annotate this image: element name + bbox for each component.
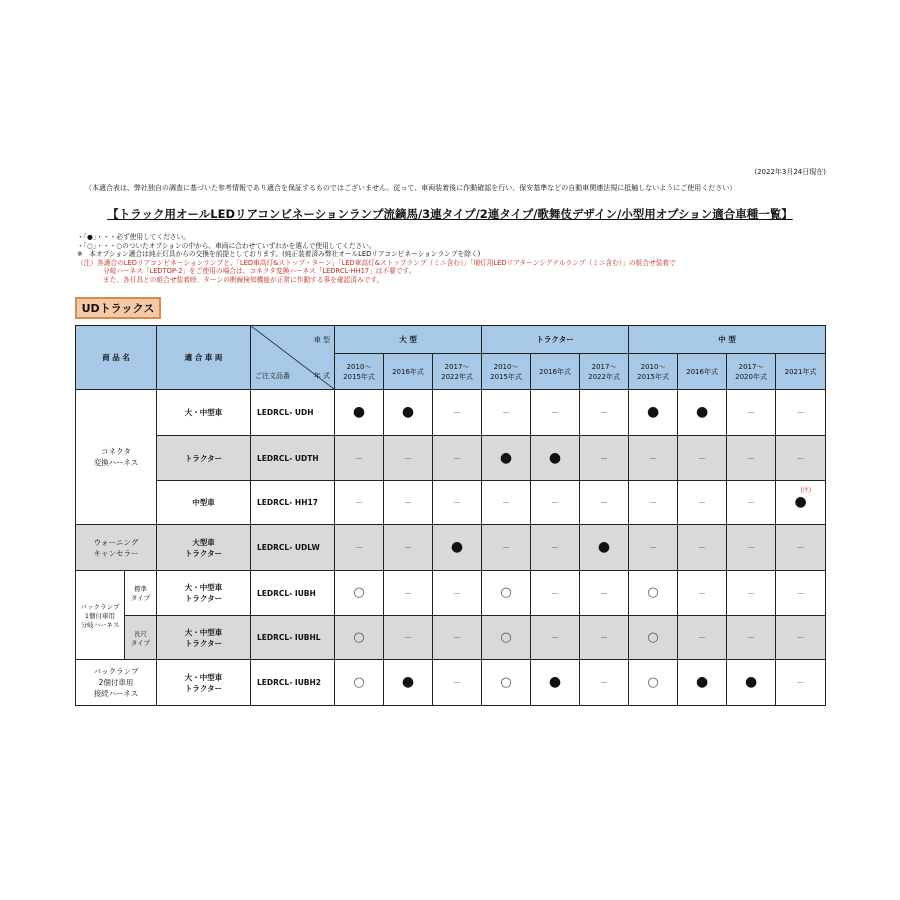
not-applicable-mark: － — [649, 453, 658, 463]
mark-cell — [580, 616, 629, 660]
not-applicable-mark: － — [649, 498, 658, 507]
vehicle-cell: 大型車 トラクター — [157, 525, 251, 571]
mark-cell — [678, 571, 727, 616]
disclaimer-text: （本適合表は、弊社独自の調査に基づいた参考情報であり適合を保証するものではございません。従って、車両装着後に作動確認を行い、保安基準などの自動車関連法規に抵触しないようにご使用ください） — [85, 184, 737, 192]
optional-mark: ○ — [353, 674, 365, 690]
not-applicable-mark: － — [796, 543, 805, 552]
mark-cell — [335, 390, 384, 436]
mark-cell — [776, 525, 826, 571]
optional-mark: ○ — [353, 629, 365, 645]
optional-mark: ○ — [500, 674, 512, 690]
not-applicable-mark: － — [747, 453, 756, 463]
header-product-name: 商 品 名 — [76, 326, 157, 390]
mark-cell — [335, 571, 384, 616]
mark-cell — [531, 525, 580, 571]
part-number-cell: LEDRCL- UDTH — [251, 436, 335, 481]
required-mark: ● — [646, 404, 660, 420]
mark-cell — [727, 616, 776, 660]
mark-cell — [531, 390, 580, 436]
header-year-7: 2016年式 — [678, 354, 727, 390]
mark-cell — [335, 616, 384, 660]
mark-cell — [776, 390, 826, 436]
required-mark: ● — [695, 404, 709, 420]
not-applicable-mark: － — [453, 588, 462, 598]
mark-cell — [678, 616, 727, 660]
mark-cell — [335, 436, 384, 481]
mark-cell — [531, 481, 580, 525]
not-applicable-mark: － — [747, 588, 756, 598]
not-applicable-mark: － — [600, 588, 609, 598]
group-warning-canceller: ウォーニング キャンセラー — [76, 525, 157, 571]
header-year-4: 2016年式 — [531, 354, 580, 390]
mark-cell — [727, 571, 776, 616]
header-year-5: 2017～ 2022年式 — [580, 354, 629, 390]
not-applicable-mark: － — [502, 498, 511, 507]
note-reference-mark: (注) — [800, 487, 812, 494]
not-applicable-mark: － — [649, 543, 658, 552]
compatibility-table — [75, 325, 826, 706]
required-mark: ● — [548, 674, 562, 690]
header-year-1: 2016年式 — [384, 354, 433, 390]
mark-cell — [727, 481, 776, 525]
optional-mark: ○ — [500, 629, 512, 645]
mark-cell — [433, 525, 482, 571]
vehicle-cell: 大・中型車 トラクター — [157, 571, 251, 616]
part-number-cell: LEDRCL- HH17 — [251, 481, 335, 525]
not-applicable-mark: － — [698, 453, 707, 463]
required-mark: ● — [499, 449, 513, 466]
required-mark: ● — [597, 539, 611, 555]
mark-cell — [433, 660, 482, 706]
not-applicable-mark: － — [355, 453, 364, 463]
optional-mark: ○ — [500, 585, 512, 600]
mark-cell — [727, 390, 776, 436]
not-applicable-mark: － — [355, 498, 364, 507]
mark-cell — [384, 571, 433, 616]
group-back-lamp-1: バックランプ 1個付車用 分岐ハーネス — [76, 571, 125, 660]
not-applicable-mark: － — [502, 543, 511, 552]
mark-cell — [580, 525, 629, 571]
mark-cell — [678, 436, 727, 481]
header-year-3: 2010～ 2015年式 — [482, 354, 531, 390]
not-applicable-mark: － — [698, 633, 707, 642]
mark-cell — [335, 481, 384, 525]
vehicle-cell: トラクター — [157, 436, 251, 481]
header-year-0: 2010～ 2015年式 — [335, 354, 384, 390]
table-row — [76, 481, 826, 525]
mark-cell — [629, 390, 678, 436]
mark-cell — [678, 525, 727, 571]
not-applicable-mark: － — [600, 678, 609, 687]
group-back-lamp-1-standard: 標準 タイプ — [125, 571, 157, 616]
header-year-9: 2021年式 — [776, 354, 826, 390]
vehicle-cell: 大・中型車 トラクター — [157, 616, 251, 660]
mark-cell — [384, 616, 433, 660]
mark-cell — [433, 436, 482, 481]
mark-cell — [335, 660, 384, 706]
mark-cell — [727, 525, 776, 571]
mark-cell — [629, 525, 678, 571]
not-applicable-mark: － — [747, 633, 756, 642]
page-title — [0, 206, 900, 222]
not-applicable-mark: － — [600, 498, 609, 507]
header-year: 年 式 — [313, 372, 331, 380]
mark-cell — [776, 481, 826, 525]
part-number-cell: LEDRCL- UDLW — [251, 525, 335, 571]
not-applicable-mark: － — [404, 633, 413, 642]
mark-cell — [678, 660, 727, 706]
notes-block — [77, 233, 676, 285]
mark-cell — [629, 616, 678, 660]
part-number-cell: LEDRCL- IUBH — [251, 571, 335, 616]
mark-cell — [433, 616, 482, 660]
not-applicable-mark: － — [796, 408, 805, 417]
mark-cell — [776, 571, 826, 616]
page-title-text: 【トラック用オールLEDリアコンビネーションランプ流鏑馬/3連タイプ/2連タイプ/歌舞伎デザイン/小型用オプション適合車種一覧】 — [107, 207, 793, 221]
not-applicable-mark: － — [698, 543, 707, 552]
note-mark-wrap — [794, 487, 812, 510]
not-applicable-mark: － — [453, 498, 462, 507]
not-applicable-mark: － — [551, 408, 560, 417]
group-connector-harness: コネクタ 変換ハーネス — [76, 390, 157, 525]
table-row — [76, 525, 826, 571]
mark-cell — [384, 436, 433, 481]
group-back-lamp-2: バックランプ 2個付車用 接続ハーネス — [76, 660, 157, 706]
mark-cell — [727, 436, 776, 481]
part-number-cell: LEDRCL- IUBHL — [251, 616, 335, 660]
header-group-large: 大 型 — [335, 326, 482, 354]
mark-cell — [482, 525, 531, 571]
not-applicable-mark: － — [551, 633, 560, 642]
note-red-2: 分岐ハーネス「LEDTOP-2」をご使用の場合は、コネクタ変換ハーネス「LEDRCL-HH17」は不要です。 — [103, 267, 416, 276]
header-group-medium: 中 型 — [629, 326, 826, 354]
required-mark: ● — [794, 494, 807, 510]
required-mark: ● — [744, 674, 758, 690]
vehicle-cell: 中型車 — [157, 481, 251, 525]
mark-cell — [580, 571, 629, 616]
table-row — [76, 390, 826, 436]
mark-cell — [727, 660, 776, 706]
not-applicable-mark: － — [747, 543, 756, 552]
header-year-6: 2010～ 2015年式 — [629, 354, 678, 390]
required-mark: ● — [695, 674, 709, 690]
not-applicable-mark: － — [698, 498, 707, 507]
mark-cell — [629, 436, 678, 481]
optional-mark: ○ — [353, 585, 365, 600]
not-applicable-mark: － — [404, 498, 413, 507]
header-shatype: 車 型 — [313, 336, 331, 344]
optional-mark: ○ — [647, 585, 659, 600]
mark-cell — [433, 571, 482, 616]
mark-cell — [433, 390, 482, 436]
not-applicable-mark: － — [747, 498, 756, 507]
mark-cell — [384, 390, 433, 436]
not-applicable-mark: － — [796, 453, 805, 463]
date-label: (2022年3月24日現在) — [754, 168, 826, 176]
optional-mark: ○ — [647, 674, 659, 690]
table-row — [76, 571, 826, 616]
not-applicable-mark: － — [600, 633, 609, 642]
mark-cell — [433, 481, 482, 525]
mark-cell — [531, 571, 580, 616]
vehicle-cell: 大・中型車 — [157, 390, 251, 436]
mark-cell — [384, 481, 433, 525]
mark-cell — [580, 660, 629, 706]
mark-cell — [482, 571, 531, 616]
table-row — [76, 660, 826, 706]
header-vehicle: 適 合 車 両 — [157, 326, 251, 390]
mark-cell — [482, 436, 531, 481]
vehicle-cell: 大・中型車 トラクター — [157, 660, 251, 706]
not-applicable-mark: － — [796, 678, 805, 687]
mark-cell — [776, 436, 826, 481]
required-mark: ● — [401, 674, 415, 690]
mark-cell — [580, 481, 629, 525]
not-applicable-mark: － — [355, 543, 364, 552]
not-applicable-mark: － — [551, 498, 560, 507]
note-filled-circle: ・「●」・・・必ず使用してください。 — [77, 233, 190, 241]
not-applicable-mark: － — [600, 408, 609, 417]
part-number-cell: LEDRCL- IUBH2 — [251, 660, 335, 706]
header-diagonal-cell — [251, 326, 335, 390]
mark-cell — [482, 616, 531, 660]
table-row — [76, 436, 826, 481]
header-year-8: 2017～ 2020年式 — [727, 354, 776, 390]
mark-cell — [580, 436, 629, 481]
part-number-cell: LEDRCL- UDH — [251, 390, 335, 436]
note-red-3: また、各灯具との組合せ装着時、ターンの断線検知機能が正常に作動する事を確認済みです。 — [103, 275, 384, 284]
mark-cell — [384, 525, 433, 571]
not-applicable-mark: － — [551, 588, 560, 598]
mark-cell — [776, 660, 826, 706]
not-applicable-mark: － — [453, 678, 462, 687]
not-applicable-mark: － — [796, 588, 805, 598]
mark-cell — [482, 660, 531, 706]
not-applicable-mark: － — [453, 633, 462, 642]
not-applicable-mark: － — [747, 408, 756, 417]
mark-cell — [580, 390, 629, 436]
header-group-tractor: トラクター — [482, 326, 629, 354]
mark-cell — [678, 481, 727, 525]
required-mark: ● — [401, 404, 415, 420]
not-applicable-mark: － — [698, 588, 707, 598]
mark-cell — [629, 571, 678, 616]
required-mark: ● — [352, 404, 366, 420]
mark-cell — [482, 481, 531, 525]
not-applicable-mark: － — [453, 453, 462, 463]
mark-cell — [531, 436, 580, 481]
group-back-lamp-1-long: 長尺 タイプ — [125, 616, 157, 660]
not-applicable-mark: － — [551, 543, 560, 552]
mark-cell — [531, 660, 580, 706]
note-open-circle: ・「○」・・・○のついたオプションの中から、車両に合わせていずれかを選んで使用してください。 — [77, 241, 376, 250]
required-mark: ● — [548, 449, 562, 466]
not-applicable-mark: － — [600, 453, 609, 463]
mark-cell — [629, 481, 678, 525]
mark-cell — [776, 616, 826, 660]
not-applicable-mark: － — [502, 408, 511, 417]
optional-mark: ○ — [647, 629, 659, 645]
not-applicable-mark: － — [796, 633, 805, 642]
header-order-no: ご注文品番 — [255, 372, 291, 380]
note-red-1: （注）各適合のLEDリアコンビネーションランプと、「LED車高灯&ストップ・ターン」「LED車高灯&ストップランプ（ミニ含む）」「増灯用LEDリアターンシグナルランプ（ミニ含む）」の組合せ装着で — [77, 258, 676, 267]
mark-cell — [482, 390, 531, 436]
table-row — [76, 616, 826, 660]
mark-cell — [629, 660, 678, 706]
not-applicable-mark: － — [453, 408, 462, 417]
not-applicable-mark: － — [404, 588, 413, 598]
not-applicable-mark: － — [404, 543, 413, 552]
section-label-ud-trucks: UDトラックス — [75, 297, 161, 319]
required-mark: ● — [450, 539, 464, 555]
mark-cell — [335, 525, 384, 571]
mark-cell — [384, 660, 433, 706]
mark-cell — [531, 616, 580, 660]
mark-cell — [678, 390, 727, 436]
note-asterisk: ※ 本オプション適合は純正灯具からの交換を前提としております。(純正装着済み弊社オールLEDリアコンビネーションランプを除く) — [77, 250, 481, 259]
not-applicable-mark: － — [404, 453, 413, 463]
header-year-2: 2017～ 2022年式 — [433, 354, 482, 390]
